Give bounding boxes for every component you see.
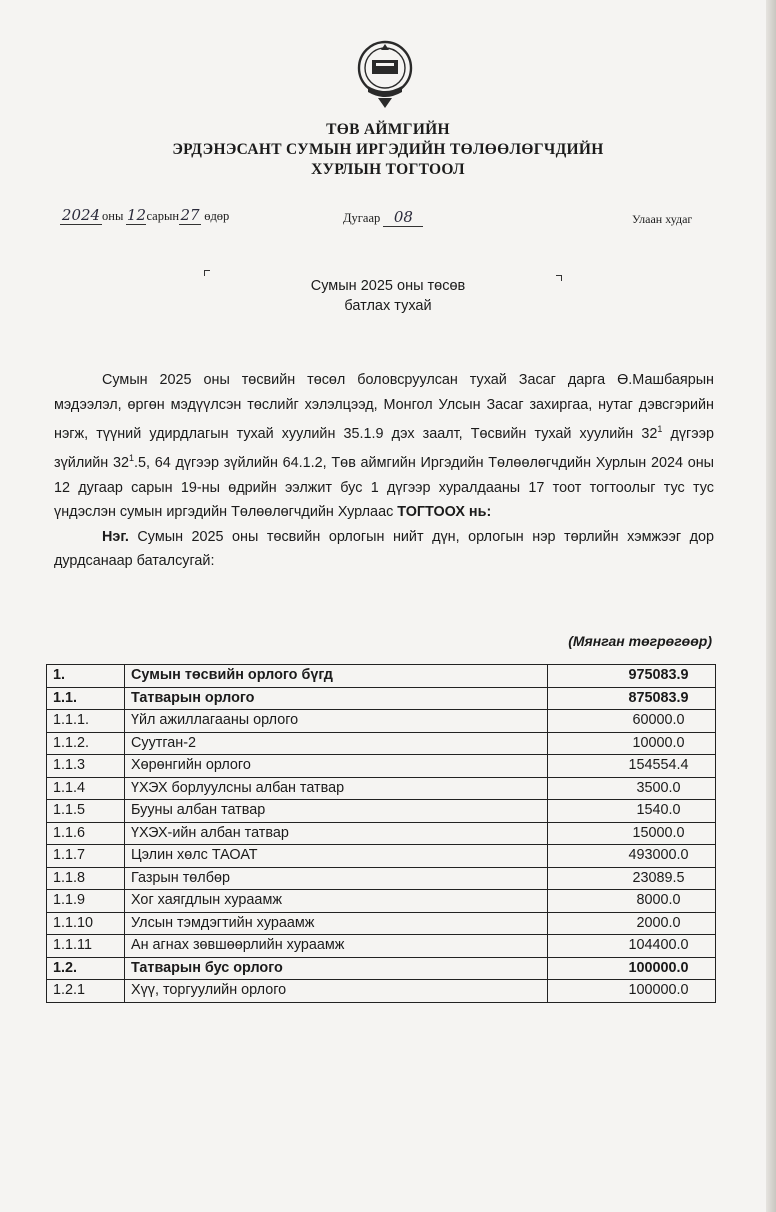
row-name: Татварын орлого [125,687,548,710]
row-code: 1.1.1. [47,710,125,733]
row-code: 1.2.1 [47,980,125,1003]
table-row [47,710,716,733]
row-value: 3500.0 [548,777,716,800]
row-name: Татварын бус орлого [125,957,548,980]
date-day: 27 [180,206,200,224]
preamble-text-a: Сумын 2025 оны төсвийн төсөл боловсруулсан тухай Засаг дарга Ө.Машбаярын мэдээлэл, өргөн мэдүүлсэн төслийг хэлэлцээд, Монгол Улсын Засаг захиргаа, нутаг дэвсгэрийн нэгж, түүний удирдлагын тухай хуулийн 35.1.9 дэх заалт, Төсвийн тухай хуулийн 32 [54,372,714,442]
row-code: 1.1.7 [47,845,125,868]
state-emblem-icon [356,38,414,110]
number-label: Дугаар [343,211,381,225]
date-year: 2024 [61,206,101,224]
row-name: Улсын тэмдэгтийн хураамж [125,912,548,935]
unit-note: (Мянган төгрөгөөр) [568,633,712,649]
date-month-suffix: сарын [146,209,180,223]
row-name: Суутган-2 [125,732,548,755]
date-year-suffix: оны [102,209,124,223]
row-value: 875083.9 [548,687,716,710]
preamble-sup-2: 1 [128,453,134,464]
page-edge-shadow [766,0,776,1212]
table-row [47,912,716,935]
table-row [47,890,716,913]
clause-one [54,525,714,574]
row-name: Ан агнах зөвшөөрлийн хураамж [125,935,548,958]
row-name: Бууны албан татвар [125,800,548,823]
row-name: Газрын төлбөр [125,867,548,890]
preamble-sup-1: 1 [657,424,663,434]
title-line-2: батлах тухай [344,298,432,314]
table-row [47,800,716,823]
row-code: 1.1.4 [47,777,125,800]
row-name: Хөрөнгийн орлого [125,755,548,778]
preamble-text-c: .5, 64 дүгээр зүйлийн 64.1.2, Төв аймгийн Иргэдийн Төлөөлөгчдийн Хурлын 2024 оны 12 дугаар сарын 19-ны өдрийн ээлжит бус 1 дүгээр хуралдааны 17 тоот тогтоолыг тус тус үндэслэн сумын иргэдийн Төлөөлөгчдийн Хурлаас [54,455,714,521]
row-value: 154554.4 [548,755,716,778]
table-row [47,665,716,688]
row-code: 1.2. [47,957,125,980]
row-code: 1.1.9 [47,890,125,913]
budget-revenue-table [46,664,716,1003]
table-row [47,845,716,868]
preamble-paragraph [54,368,714,574]
row-value: 15000.0 [548,822,716,845]
place-name: Улаан худаг [632,212,693,226]
row-code: 1.1. [47,687,125,710]
row-code: 1.1.11 [47,935,125,958]
row-name: ҮХЭХ борлуулсны албан татвар [125,777,548,800]
row-code: 1.1.8 [47,867,125,890]
row-code: 1. [47,665,125,688]
row-code: 1.1.5 [47,800,125,823]
header-line-1: ТӨВ АЙМГИЙН [326,121,450,138]
table-row [47,935,716,958]
date-day-suffix: өдөр [204,209,230,223]
row-code: 1.1.2. [47,732,125,755]
row-value: 975083.9 [548,665,716,688]
row-value: 2000.0 [548,912,716,935]
row-code: 1.1.10 [47,912,125,935]
row-name: Цэлин хөлс ТАОАТ [125,845,548,868]
date-month: 12 [126,206,147,224]
row-value: 1540.0 [548,800,716,823]
row-code: 1.1.3 [47,755,125,778]
clause-one-label: Нэг. [102,528,129,545]
row-value: 100000.0 [548,980,716,1003]
header-line-3: ХУРЛЫН ТОГТООЛ [311,161,465,178]
row-value: 100000.0 [548,957,716,980]
row-value: 104400.0 [548,935,716,958]
number-value: 08 [383,208,423,227]
row-value: 23089.5 [548,867,716,890]
preamble-text-b: дүгээр зүйлийн 32 [54,425,714,472]
table-row [47,822,716,845]
row-value: 493000.0 [548,845,716,868]
preamble-resolve: ТОГТООХ нь: [397,504,492,521]
row-name: ҮХЭХ-ийн албан татвар [125,822,548,845]
table-row [47,980,716,1003]
row-name: Сумын төсвийн орлого бүгд [125,665,548,688]
title-line-1: Сумын 2025 оны төсөв [310,278,466,294]
row-value: 10000.0 [548,732,716,755]
table-row [47,957,716,980]
row-name: Хүү, торгуулийн орлого [125,980,548,1003]
table-row [47,687,716,710]
header-line-2: ЭРДЭНЭСАНТ СУМЫН ИРГЭДИЙН ТӨЛӨӨЛӨГЧДИЙН [172,141,604,158]
table-row [47,867,716,890]
table-row [47,755,716,778]
row-code: 1.1.6 [47,822,125,845]
decision-date [60,206,229,225]
row-name: Үйл ажиллагааны орлого [125,710,548,733]
row-value: 8000.0 [548,890,716,913]
table-row [47,777,716,800]
row-name: Хог хаягдлын хураамж [125,890,548,913]
table-row [47,732,716,755]
decision-number [343,208,423,227]
row-value: 60000.0 [548,710,716,733]
clause-one-text: Сумын 2025 оны төсвийн орлогын нийт дүн, орлогын нэр төрлийн хэмжээг дор дурдсанаар баталсугай: [54,528,714,570]
